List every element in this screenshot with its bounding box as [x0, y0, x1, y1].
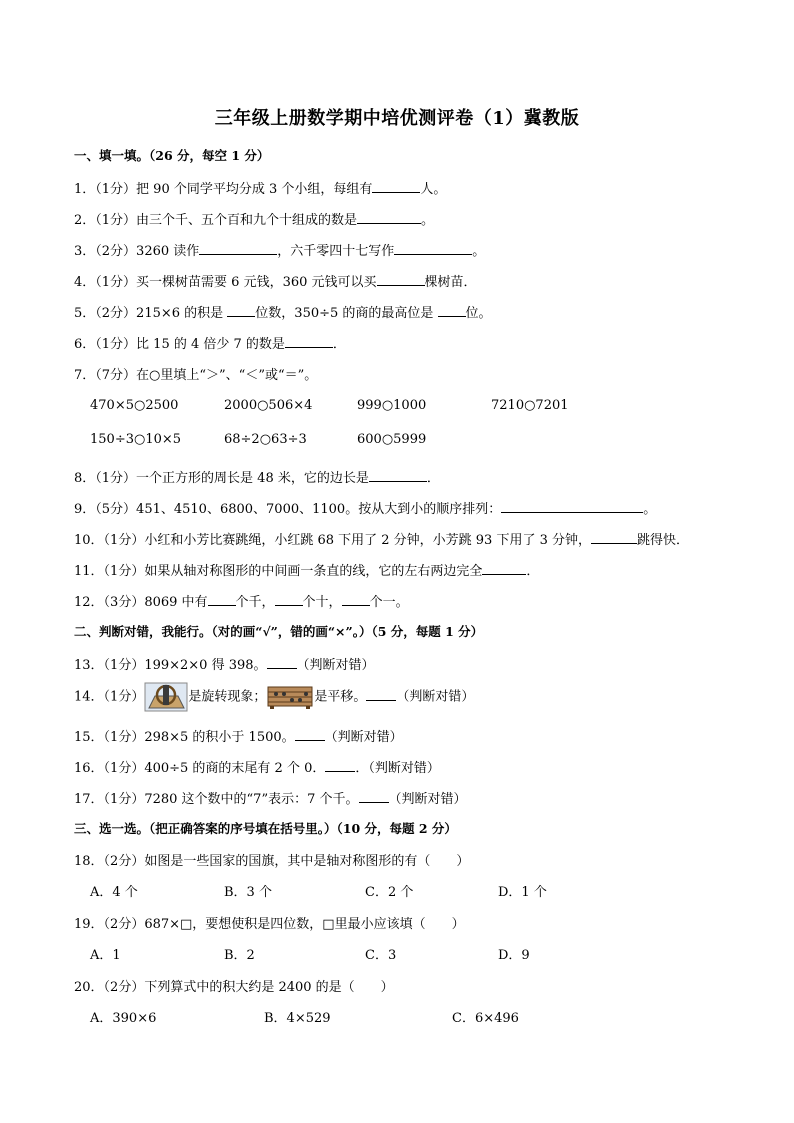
answer-blank[interactable]: [359, 789, 389, 803]
comparison-item: 7210○7201: [491, 398, 569, 413]
option-d[interactable]: D．1 个: [498, 885, 547, 900]
question-2: 2．（1分）由三个千、五个百和九个十组成的数是 。: [74, 209, 434, 228]
option-c[interactable]: C．3: [365, 948, 397, 963]
section-1-heading: 一、填一填。（26 分，每空 1 分）: [74, 148, 270, 163]
option-a[interactable]: A．4 个: [90, 885, 138, 900]
question-7: 7．（7分）在○里填上“＞”、“＜”或“＝”。: [74, 368, 318, 383]
question-20: 20．（2分）下列算式中的积大约是 2400 的是（ ）: [74, 980, 394, 995]
rotation-picture-icon: [144, 682, 188, 712]
comparison-item: 150÷3○10×5: [90, 432, 182, 447]
option-b[interactable]: B．3 个: [224, 885, 272, 900]
answer-blank[interactable]: [295, 727, 325, 741]
question-9: 9．（5分）451、4510、6800、7000、1100。按从大到小的顺序排列： 。: [74, 498, 656, 517]
question-3: 3．（2分）3260 读作 ，六千零四十七写作 。: [74, 240, 485, 259]
answer-blank[interactable]: [199, 241, 277, 255]
comparison-item: 68÷2○63÷3: [224, 432, 307, 447]
section-2-heading: 二、判断对错，我能行。（对的画“√”，错的画“×”。）（5 分，每题 1 分）: [74, 624, 484, 639]
answer-blank[interactable]: [377, 272, 425, 286]
answer-blank[interactable]: [357, 210, 421, 224]
page-title: 三年级上册数学期中培优测评卷（1）冀教版: [214, 108, 580, 129]
answer-blank[interactable]: [285, 334, 333, 348]
question-18: 18．（2分）如图是一些国家的国旗，其中是轴对称图形的有（ ）: [74, 854, 470, 869]
answer-blank[interactable]: [372, 179, 420, 193]
answer-blank[interactable]: [227, 303, 255, 317]
question-12: 12．（3分）8069 中有 个千， 个十， 个一。: [74, 591, 409, 610]
answer-blank[interactable]: [501, 499, 643, 513]
question-13: 13．（1分）199×2×0 得 398。 （判断对错）: [74, 654, 375, 673]
question-8: 8．（1分）一个正方形的周长是 48 米，它的边长是 ．: [74, 467, 440, 486]
answer-blank[interactable]: [438, 303, 466, 317]
answer-blank[interactable]: [482, 561, 526, 575]
option-b[interactable]: B．4×529: [264, 1011, 331, 1026]
comparison-item: 2000○506×4: [224, 398, 313, 413]
option-c[interactable]: C．2 个: [365, 885, 414, 900]
answer-blank[interactable]: [394, 241, 472, 255]
comparison-item: 600○5999: [357, 432, 427, 447]
question-16: 16．（1分）400÷5 的商的末尾有 2 个 0． ．（判断对错）: [74, 757, 440, 776]
answer-blank[interactable]: [267, 655, 297, 669]
question-4: 4．（1分）买一棵树苗需要 6 元钱，360 元钱可以买 棵树苗．: [74, 271, 477, 290]
answer-blank[interactable]: [208, 592, 236, 606]
question-19: 19．（2分）687×□，要想使积是四位数，□里最小应该填（ ）: [74, 917, 465, 932]
answer-blank[interactable]: [366, 687, 396, 701]
translation-picture-icon: [266, 684, 314, 710]
option-d[interactable]: D．9: [498, 948, 530, 963]
comparison-item: 999○1000: [357, 398, 427, 413]
answer-blank[interactable]: [369, 468, 427, 482]
question-5: 5．（2分）215×6 的积是 位数，350÷5 的商的最高位是 位。: [74, 302, 492, 321]
answer-blank[interactable]: [275, 592, 303, 606]
answer-blank[interactable]: [591, 530, 637, 544]
comparison-item: 470×5○2500: [90, 398, 179, 413]
option-a[interactable]: A．390×6: [90, 1011, 157, 1026]
option-b[interactable]: B．2: [224, 948, 255, 963]
question-1: 1．（1分）把 90 个同学平均分成 3 个小组，每组有 人。: [74, 178, 446, 197]
question-17: 17．（1分）7280 这个数中的“7”表示：7 个千。 （判断对错）: [74, 788, 467, 807]
option-a[interactable]: A．1: [90, 948, 121, 963]
question-6: 6．（1分）比 15 的 4 倍少 7 的数是 ．: [74, 333, 346, 352]
question-15: 15．（1分）298×5 的积小于 1500。 （判断对错）: [74, 726, 403, 745]
section-3-heading: 三、选一选。（把正确答案的序号填在括号里。）（10 分，每题 2 分）: [74, 821, 457, 836]
question-10: 10．（1分）小红和小芳比赛跳绳，小红跳 68 下用了 2 分钟，小芳跳 93 下用了 3 分钟， 跳得快．: [74, 529, 689, 548]
question-14: 14．（1分） 是旋转现象； 是平移。 （判断对错）: [74, 682, 474, 712]
option-c[interactable]: C．6×496: [452, 1011, 519, 1026]
answer-blank[interactable]: [325, 758, 355, 772]
question-11: 11．（1分）如果从轴对称图形的中间画一条直的线，它的左右两边完全 ．: [74, 560, 539, 579]
answer-blank[interactable]: [342, 592, 370, 606]
